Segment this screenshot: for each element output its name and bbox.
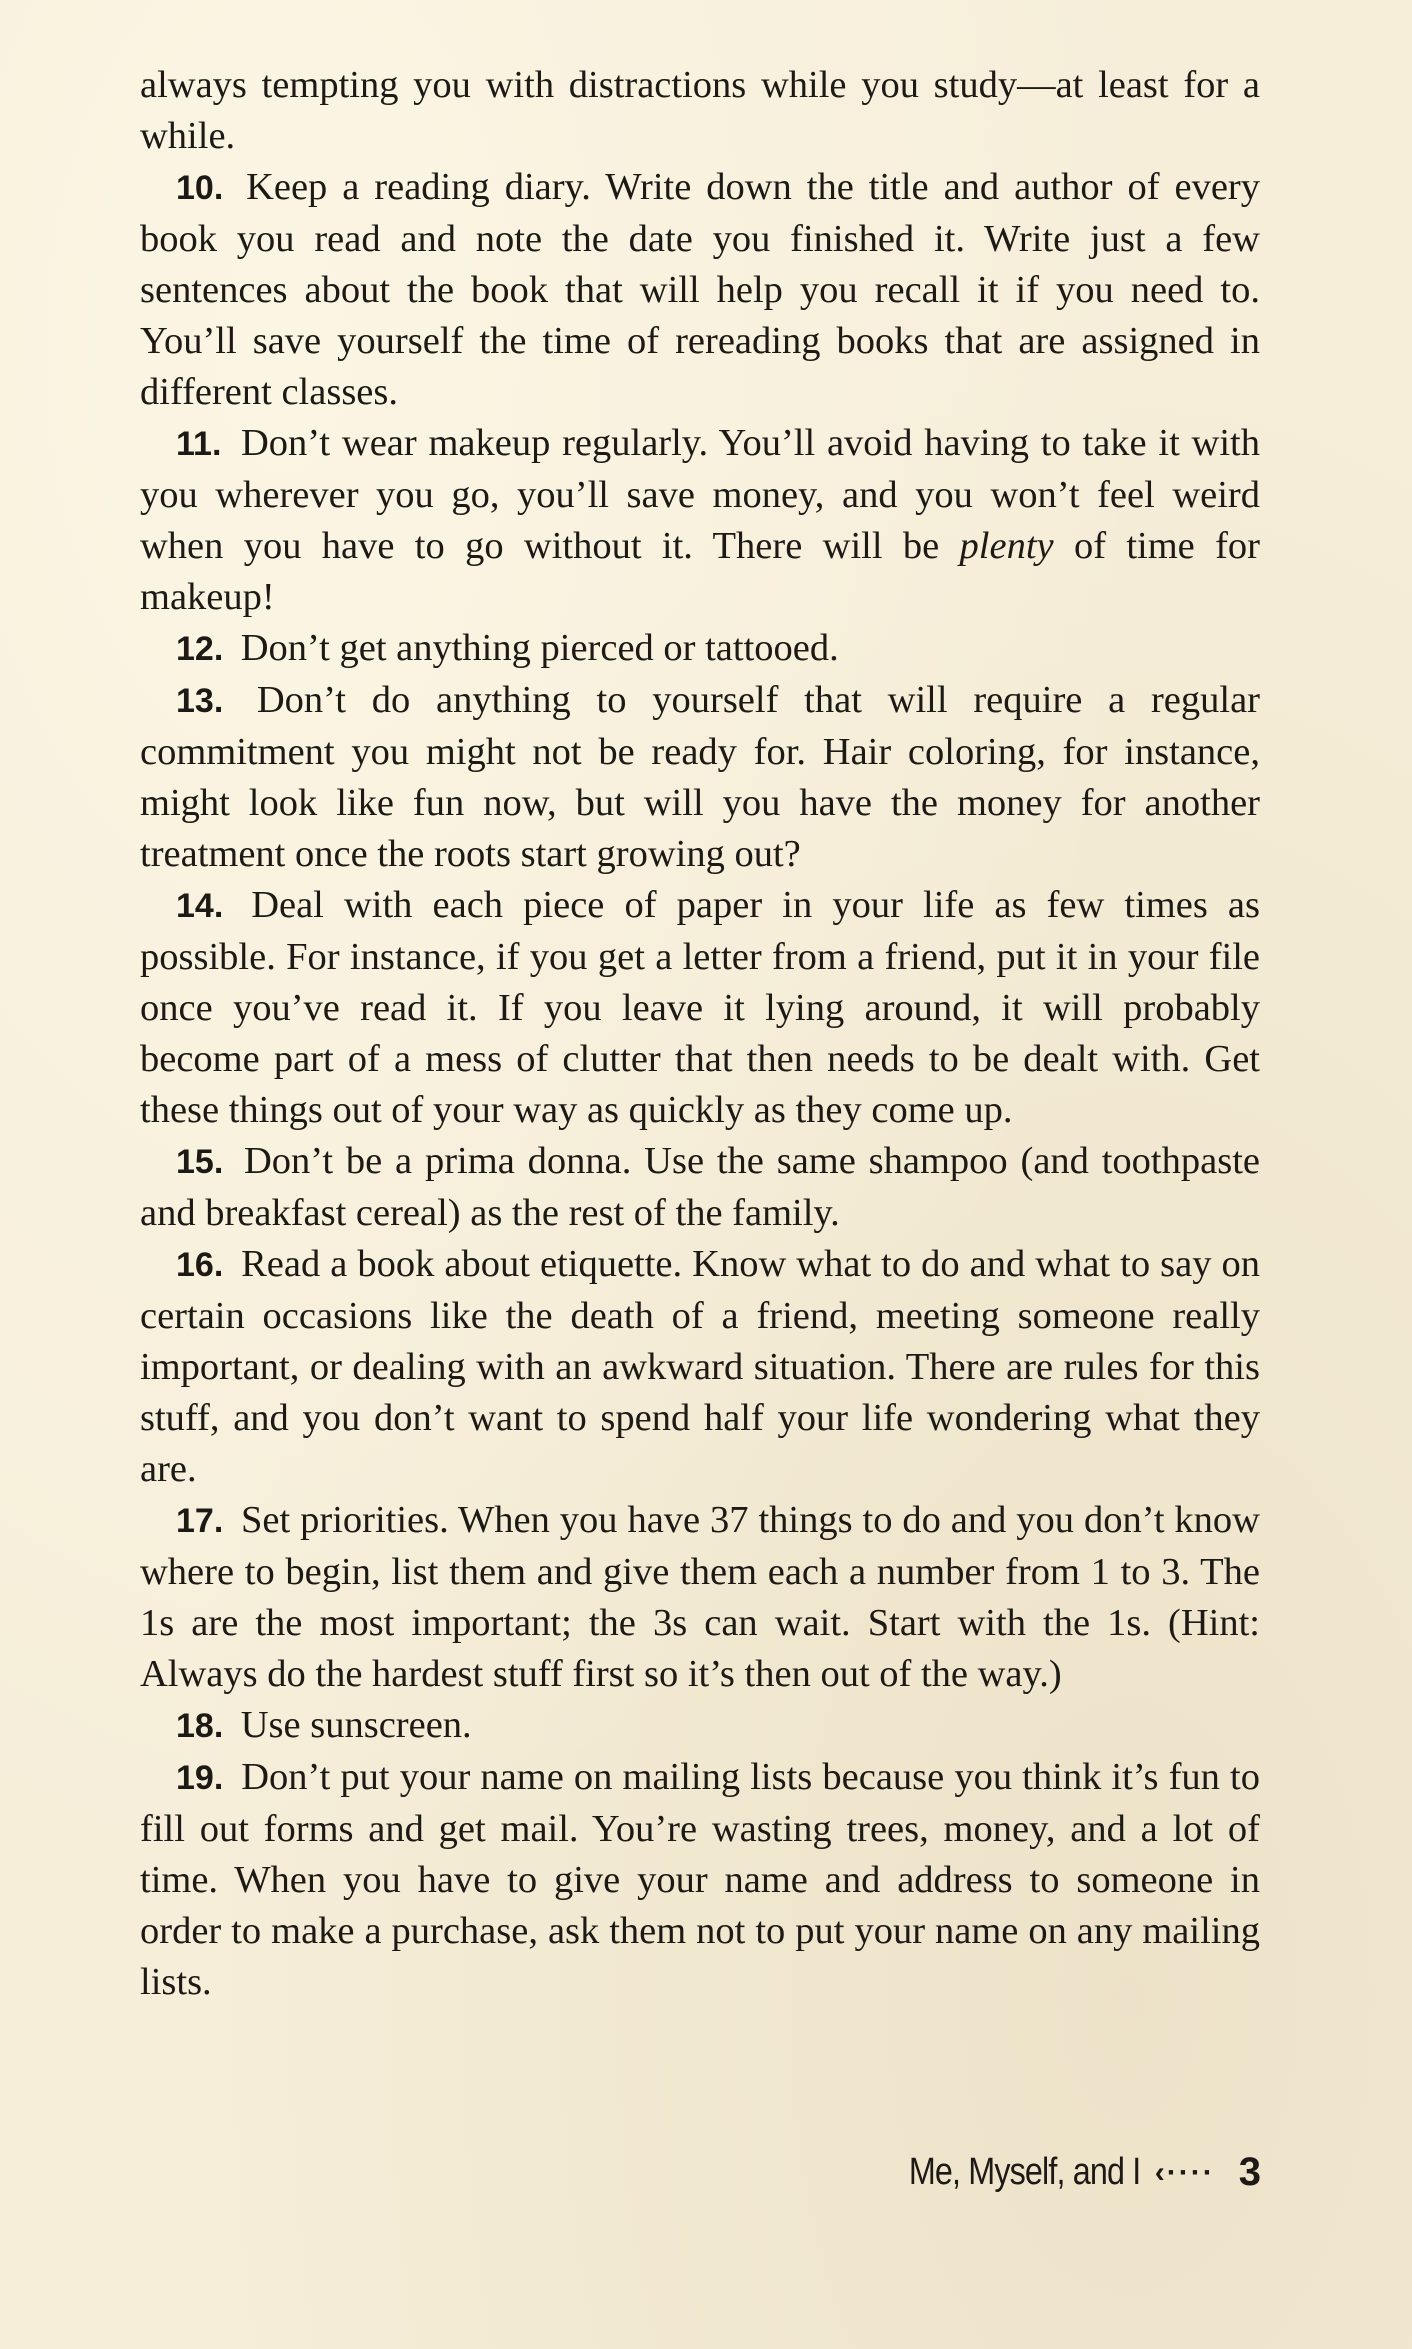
item-text: Don’t wear makeup regularly. You’ll avoid having to take it with you wherever you go, you’ll save money, and you won’t feel weird when you have to go without it. There will be <box>140 422 1260 567</box>
item-text: Don’t put your name on mailing lists because you think it’s fun to fill out forms and get mail. You’re wasting trees, money, and a lot of time. When you have to give your name and address to someone in order to make a purchase, ask them not to put your name on any mailing lists. <box>140 1756 1260 2003</box>
item-number: 12 <box>176 630 214 668</box>
continuation-paragraph: always tempting you with distractions while you study—at least for a while. <box>140 64 1260 157</box>
item-number: 17 <box>176 1502 214 1540</box>
item-text: Deal with each piece of paper in your life as few times as possible. For instance, if you get a letter from a friend, put it in your file once you’ve read it. If you leave it lying around, it will probably become part of a mess of clutter that then needs to be dealt with. Get these things out of your way as quickly as they come up. <box>140 884 1260 1131</box>
running-title: Me, Myself, and I <box>909 2151 1141 2193</box>
item-number: 10 <box>176 169 214 207</box>
item-number: 11 <box>176 425 212 463</box>
item-text: Don’t be a prima donna. Use the same shampoo (and toothpaste and breakfast cereal) as the rest of the family. <box>140 1140 1260 1234</box>
page-body <box>140 60 1260 2008</box>
item-number: 19 <box>176 1759 214 1797</box>
list-item-17: 17. Set priorities. When you have 37 things to do and you don’t know where to begin, list them and give them each a number from 1 to 3. The 1s are the most important; the 3s can wait. Start with the 1s. (Hint: Always do the hardest stuff first so it’s then out of the way.) <box>140 1499 1260 1695</box>
item-number: 14 <box>176 887 214 925</box>
item-text: Read a book about etiquette. Know what to do and what to say on certain occasions like the death of a friend, meeting someone really important, or dealing with an awkward situation. There are rules for this stuff, and you don’t want to spend half your life wondering what they are. <box>140 1243 1260 1490</box>
list-item-12: 12. Don’t get anything pierced or tattooed. <box>176 627 839 669</box>
list-item-14: 14. Deal with each piece of paper in your life as few times as possible. For instance, if you get a letter from a friend, put it in your file once you’ve read it. If you leave it lying around, it will probably become part of a mess of clutter that then needs to be dealt with. Get these things out of your way as quickly as they come up. <box>140 884 1260 1131</box>
item-number: 16 <box>176 1246 214 1284</box>
item-text: Use sunscreen. <box>240 1704 472 1746</box>
arrow-left-icon: ‹···· <box>1154 2155 1215 2189</box>
list-item-15: 15. Don’t be a prima donna. Use the same shampoo (and toothpaste and breakfast cereal) as the rest of the family. <box>140 1140 1260 1234</box>
page-number: 3 <box>1238 2150 1260 2194</box>
item-text-end: of time for makeup! <box>140 525 1260 618</box>
list-item-19: 19. Don’t put your name on mailing lists because you think it’s fun to fill out forms and get mail. You’re wasting trees, money, and a lot of time. When you have to give your name and address to someone in order to make a purchase, ask them not to put your name on any mailing lists. <box>140 1756 1260 2003</box>
item-number: 13 <box>176 682 214 720</box>
list-item-13: 13. Don’t do anything to yourself that will require a regular commitment you might not be ready for. Hair coloring, for instance, might look like fun now, but will you have the money for another treatment once the roots start growing out? <box>140 679 1260 875</box>
page-footer <box>868 2150 1260 2195</box>
item-text: Keep a reading diary. Write down the title and author of every book you read and note the date you finished it. Write just a few sentences about the book that will help you recall it if you need to. You’ll save yourself the time of rereading books that are assigned in different classes. <box>140 166 1260 413</box>
item-text: Don’t get anything pierced or tattooed. <box>240 627 839 669</box>
item-emphasis: plenty <box>959 525 1054 567</box>
list-item-16: 16. Read a book about etiquette. Know what to do and what to say on certain occasions like the death of a friend, meeting someone really important, or dealing with an awkward situation. There are rules for this stuff, and you don’t want to spend half your life wondering what they are. <box>140 1243 1260 1490</box>
item-number: 15 <box>176 1143 214 1181</box>
item-number: 18 <box>176 1707 214 1745</box>
list-item-11: 11. Don’t wear makeup regularly. You’ll avoid having to take it with you wherever you go, you’ll save money, and you won’t feel weird when you have to go without it. There will be plenty of time for makeup! <box>140 422 1260 618</box>
item-text: Set priorities. When you have 37 things to do and you don’t know where to begin, list them and give them each a number from 1 to 3. The 1s are the most important; the 3s can wait. Start with the 1s. (Hint: Always do the hardest stuff first so it’s then out of the way.) <box>140 1499 1260 1695</box>
list-item-18: 18. Use sunscreen. <box>176 1704 472 1746</box>
item-text: Don’t do anything to yourself that will require a regular commitment you might not be ready for. Hair coloring, for instance, might look like fun now, but will you have the money for another treatment once the roots start growing out? <box>140 679 1260 875</box>
list-item-10: 10. Keep a reading diary. Write down the title and author of every book you read and note the date you finished it. Write just a few sentences about the book that will help you recall it if you need to. You’ll save yourself the time of rereading books that are assigned in different classes. <box>140 166 1260 413</box>
